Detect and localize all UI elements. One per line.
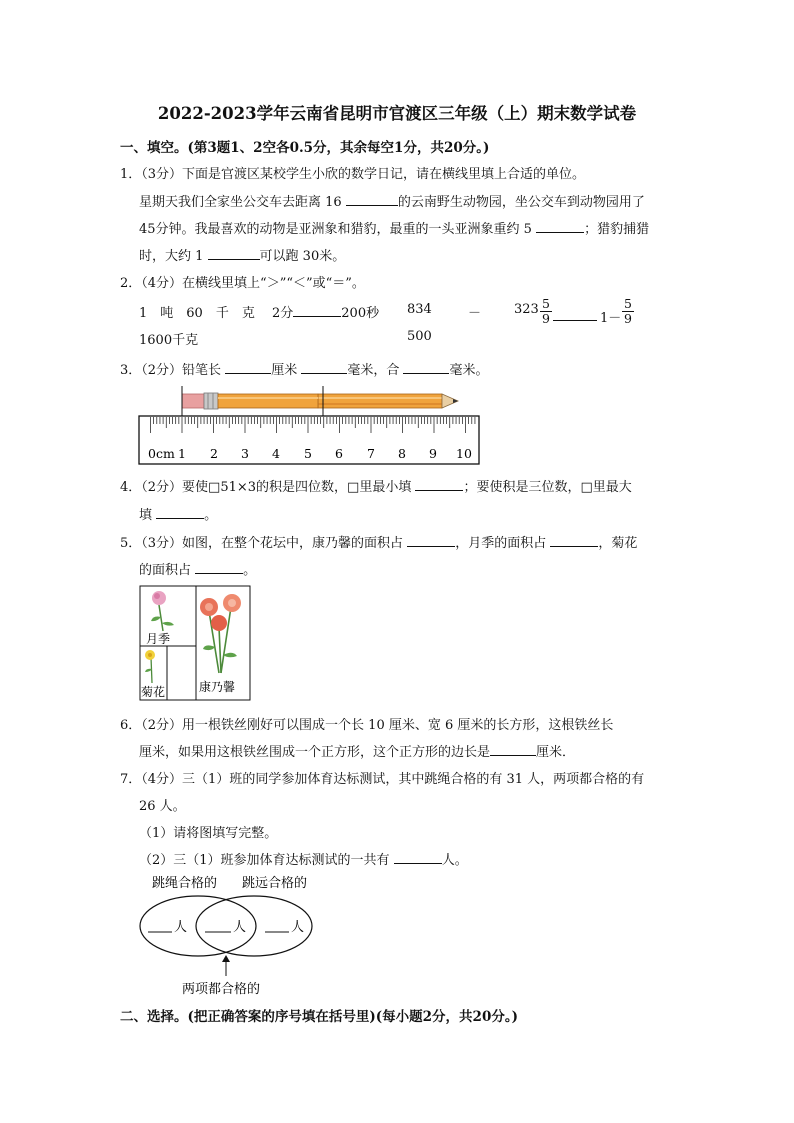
- venn-label-right: 跳远合格的: [242, 876, 308, 891]
- q1-line3: 时，大约 1 可以跑 30米。: [139, 249, 346, 264]
- q2-item-a: 1 吨 60 千 克: [139, 306, 255, 321]
- ruler-label-5: 5: [304, 446, 312, 461]
- ruler-figure: [136, 384, 482, 468]
- q4-blank-1[interactable]: [415, 480, 463, 491]
- q7-blank-total[interactable]: [394, 853, 442, 864]
- page-title: 2022-2023学年云南省昆明市官渡区三年级（上）期末数学试卷: [157, 104, 637, 123]
- q7-part2: （2）三（1）班参加体育达标测试的一共有 人。: [139, 853, 468, 868]
- q7-line2: 26 人。: [139, 799, 186, 814]
- label-carnation: 康乃馨: [199, 680, 236, 694]
- q4-line1: 4．（2分）要使□51×3的积是四位数，□里最小填 ；要使积是三位数，□里最大: [120, 480, 632, 495]
- ruler-label-2: 2: [210, 446, 218, 461]
- ruler-label-9: 9: [429, 446, 437, 461]
- q1-blank-1[interactable]: [346, 195, 398, 206]
- ruler-label-10: 10: [456, 446, 472, 461]
- q3-stem: 3．（2分）铅笔长 厘米 毫米，合 毫米。: [120, 363, 489, 378]
- q2-item-g: 1600千克: [139, 333, 199, 348]
- q1-line1: 星期天我们全家坐公交车去距离 16 的云南野生动物园，坐公交车到动物园用了: [139, 195, 645, 210]
- q2-item-b: 2分 200秒: [272, 306, 380, 321]
- venn-left-unit: 人: [174, 920, 188, 935]
- label-chrysanthemum: 菊花: [141, 685, 166, 699]
- q6-blank[interactable]: [490, 745, 536, 756]
- ruler-label-4: 4: [272, 446, 280, 461]
- section-1-heading: 一、填空。(第3题1、2空各0.5分，其余每空1分，共20分。): [120, 140, 490, 156]
- venn-mid-unit: 人: [233, 920, 247, 935]
- label-rose: 月季: [146, 632, 171, 646]
- ruler-label-3: 3: [241, 446, 249, 461]
- q6-line1: 6．（2分）用一根铁丝刚好可以围成一个长 10 厘米、宽 6 厘米的长方形，这根铁丝长: [120, 718, 614, 733]
- q5-line1: 5．（3分）如图，在整个花坛中，康乃馨的面积占 ，月季的面积占 ，菊花: [120, 536, 638, 551]
- q7-part1: （1）请将图填写完整。: [139, 826, 278, 841]
- venn-label-left: 跳绳合格的: [152, 876, 218, 891]
- q7-line1: 7．（4分）三（1）班的同学参加体育达标测试，其中跳绳合格的有 31 人，两项都合格的有: [120, 772, 645, 787]
- q2-fraction-2: 5 9: [622, 298, 634, 325]
- ruler-label-7: 7: [367, 446, 375, 461]
- ruler-label-1: 1: [178, 446, 186, 461]
- q3-blank-2[interactable]: [301, 363, 347, 374]
- ruler-label-8: 8: [398, 446, 406, 461]
- q5-blank-2[interactable]: [550, 536, 598, 547]
- q2-blank-1[interactable]: [293, 306, 341, 317]
- pencil-icon: [182, 393, 458, 409]
- q2-fraction-1: 5 9: [540, 298, 552, 325]
- ruler-label-0: 0cm: [148, 446, 175, 461]
- section-2-heading: 二、选择。(把正确答案的序号填在括号里)(每小题2分，共20分。): [120, 1009, 518, 1025]
- q1-stem: 1．（3分）下面是官渡区某校学生小欣的数学日记，请在横线里填上合适的单位。: [120, 167, 586, 182]
- q2-item-minus: －: [468, 306, 482, 321]
- q2-stem: 2．（4分）在横线里填上“＞”“＜”或“＝”。: [120, 276, 365, 291]
- q4-blank-2[interactable]: [156, 508, 204, 519]
- q2-item-d: 834: [407, 302, 432, 317]
- venn-label-bottom: 两项都合格的: [182, 982, 261, 997]
- venn-diagram: [136, 872, 320, 1000]
- q3-blank-1[interactable]: [225, 363, 271, 374]
- q2-item-h: 500: [407, 329, 432, 344]
- q5-blank-1[interactable]: [407, 536, 455, 547]
- q6-line2: 厘米，如果用这根铁丝围成一个正方形，这个正方形的边长是 厘米．: [139, 745, 576, 760]
- flower-bed-figure: [139, 585, 253, 703]
- q1-blank-3[interactable]: [208, 249, 260, 260]
- q1-blank-2[interactable]: [536, 222, 584, 233]
- venn-right-unit: 人: [291, 920, 305, 935]
- q2-blank-2[interactable]: [553, 320, 597, 321]
- q5-blank-3[interactable]: [195, 563, 243, 574]
- q3-blank-3[interactable]: [403, 363, 449, 374]
- q5-line2: 的面积占 。: [139, 563, 257, 578]
- ruler-label-6: 6: [335, 446, 343, 461]
- q2-item-f: 323: [514, 302, 539, 317]
- q2-one-minus: 1－: [600, 311, 622, 326]
- q1-line2: 45分钟。我最喜欢的动物是亚洲象和猎豹，最重的一头亚洲象重约 5 ；猎豹捕猎: [139, 222, 650, 237]
- q4-line2: 填 。: [139, 508, 218, 523]
